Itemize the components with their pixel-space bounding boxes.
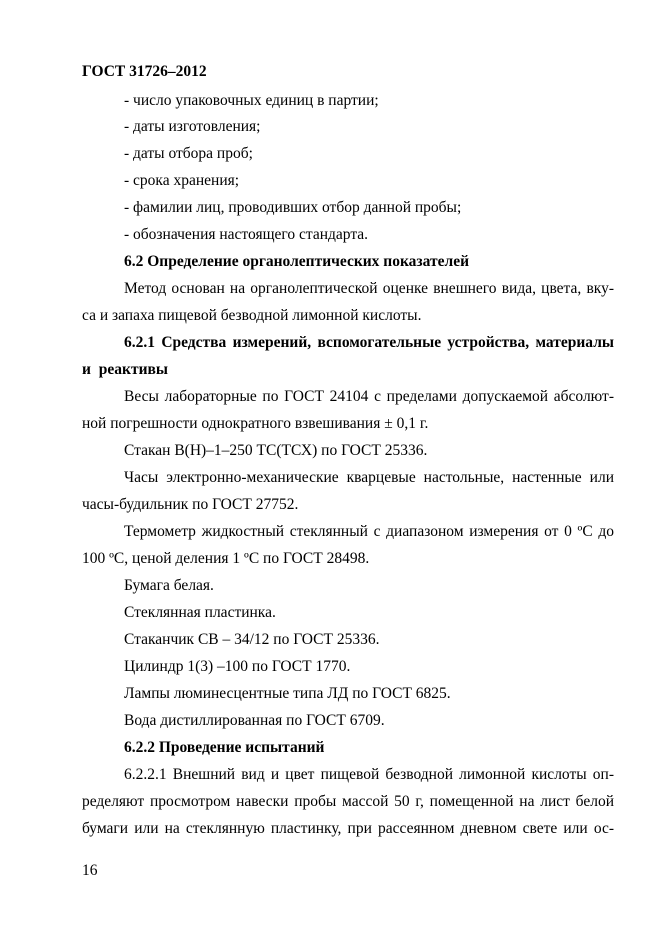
paragraph-line: Термометр жидкостный стеклянный с диапазоном измерения от 0 ºС до	[124, 523, 614, 540]
paragraph-line: часы-будильник по ГОСТ 27752.	[82, 496, 299, 513]
section-heading-6-2: 6.2 Определение органолептических показателей	[124, 253, 470, 270]
equipment-item: Вода дистиллированная по ГОСТ 6709.	[124, 712, 385, 729]
paragraph-line: Весы лабораторные по ГОСТ 24104 с пределами допускаемой абсолют-	[124, 388, 614, 405]
page-number: 16	[82, 862, 98, 879]
paragraph-line: 100 ºС, ценой деления 1 ºС по ГОСТ 28498.	[82, 550, 370, 567]
list-item: - срока хранения;	[124, 172, 240, 189]
paragraph-line: са и запаха пищевой безводной лимонной кислоты.	[82, 307, 422, 324]
paragraph-line: бумаги или на стеклянную пластинку, при рассеянном дневном свете или ос-	[82, 820, 614, 837]
list-item: - обозначения настоящего стандарта.	[124, 226, 369, 243]
paragraph-line: ределяют просмотром навески пробы массой 50 г, помещенной на лист белой	[82, 793, 614, 810]
paragraph-line: ной погрешности однократного взвешивания ± 0,1 г.	[82, 415, 429, 432]
equipment-item: Стакан В(Н)–1–250 ТС(ТСХ) по ГОСТ 25336.	[124, 442, 428, 459]
paragraph-line: Метод основан на органолептической оценке внешнего вида, цвета, вку-	[124, 280, 614, 297]
section-heading-6-2-1: 6.2.1 Средства измерений, вспомогательные устройства, материалы	[124, 334, 614, 351]
list-item: - даты отбора проб;	[124, 145, 253, 162]
equipment-item: Цилиндр 1(3) –100 по ГОСТ 1770.	[124, 658, 351, 675]
equipment-item: Стеклянная пластинка.	[124, 604, 276, 621]
equipment-item: Лампы люминесцентные типа ЛД по ГОСТ 6825.	[124, 685, 451, 702]
list-item: - число упаковочных единиц в партии;	[124, 92, 379, 109]
list-item: - даты изготовления;	[124, 118, 261, 135]
section-heading-6-2-2: 6.2.2 Проведение испытаний	[124, 739, 325, 756]
equipment-item: Стаканчик СВ – 34/12 по ГОСТ 25336.	[124, 631, 380, 648]
equipment-item: Бумага белая.	[124, 577, 214, 594]
paragraph-line: 6.2.2.1 Внешний вид и цвет пищевой безводной лимонной кислоты оп-	[124, 766, 614, 783]
section-heading-6-2-1-cont: и реактивы	[82, 361, 169, 378]
list-item: - фамилии лиц, проводивших отбор данной пробы;	[124, 199, 462, 216]
document-header: ГОСТ 31726–2012	[82, 63, 207, 80]
paragraph-line: Часы электронно-механические кварцевые настольные, настенные или	[124, 469, 614, 486]
